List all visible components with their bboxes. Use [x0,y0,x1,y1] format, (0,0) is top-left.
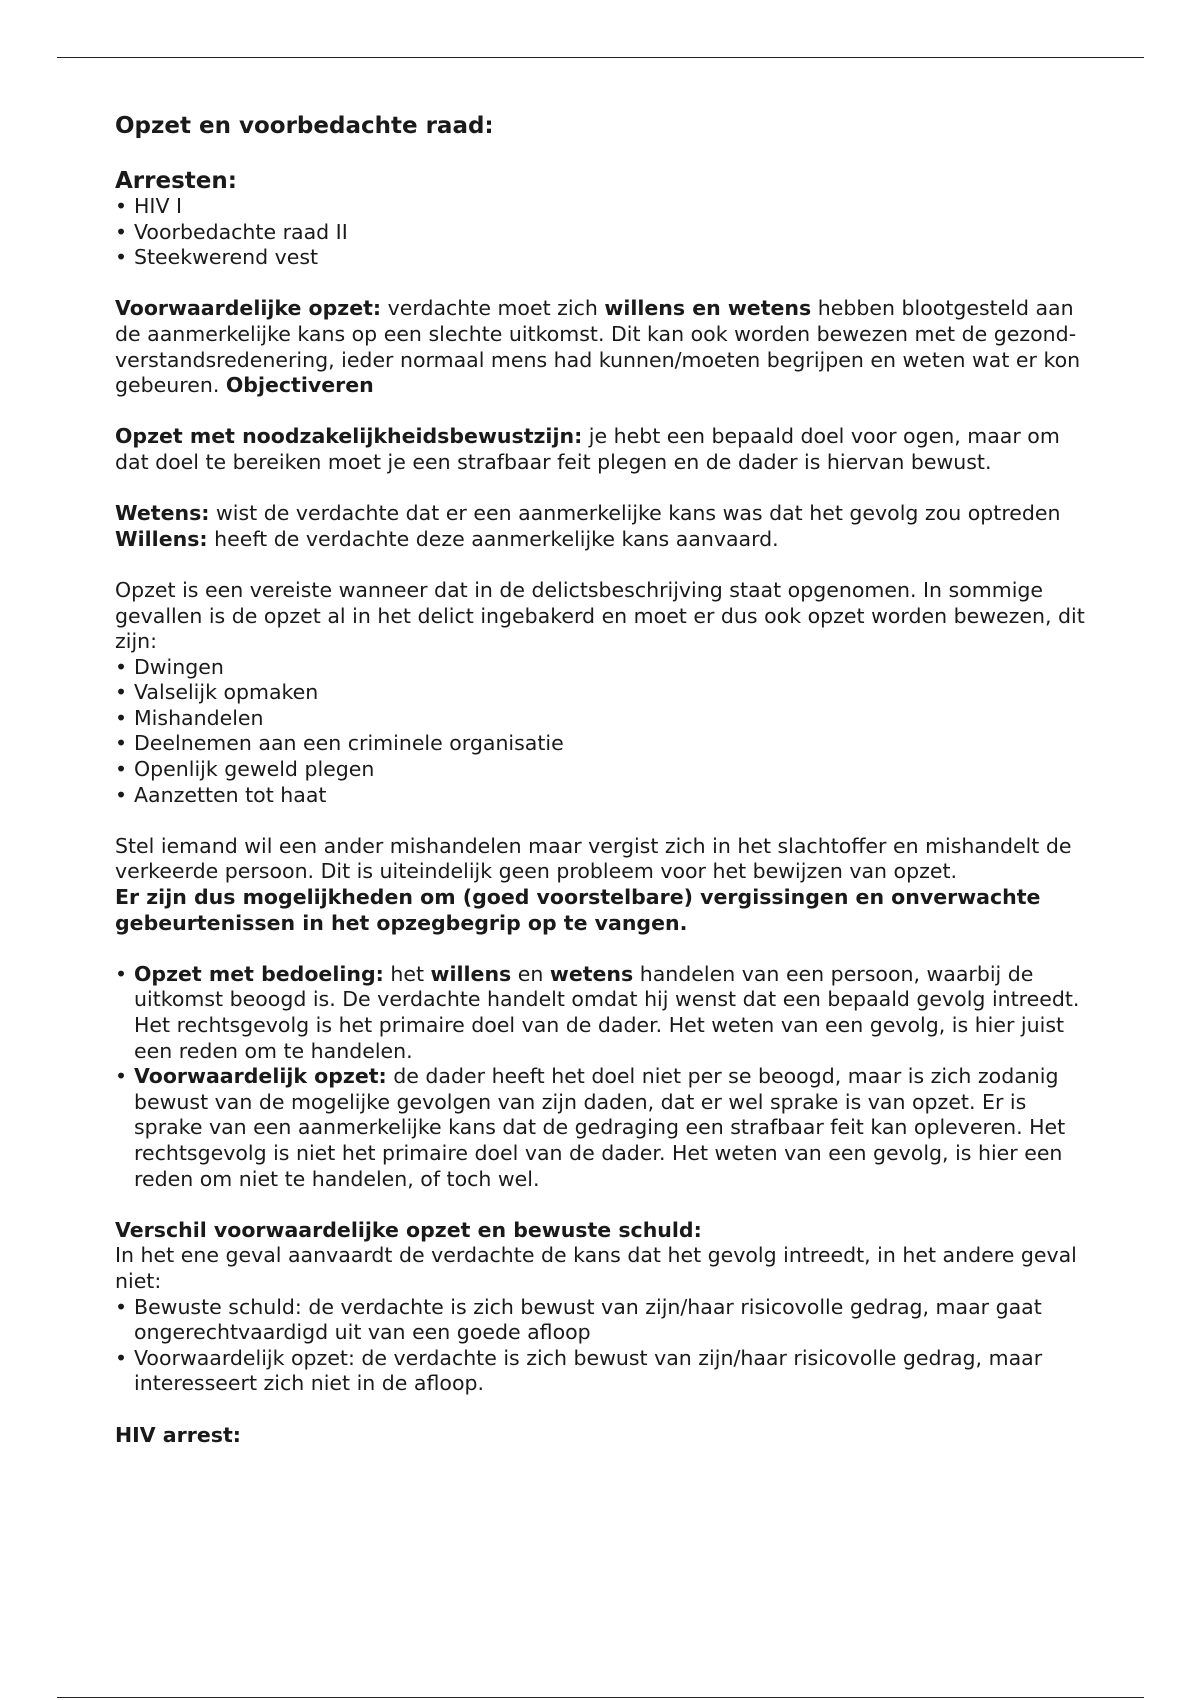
list-item: • Valselijk opmaken [115,680,1085,706]
verschil-paragraph: In het ene geval aanvaardt de verdachte de kans dat het gevolg intreedt, in het andere geval niet: [115,1243,1077,1293]
wetens-label: Wetens: [115,501,210,526]
arresten-heading: Arresten: [115,168,237,194]
top-rule [57,57,1144,58]
list-item: • Opzet met bedoeling: het willens en wetens handelen van een persoon, waarbij de uitkomst beoogd is. De verdachte handelt omdat hij wenst dat een bepaald gevolg intreedt. Het rechtsgevolg is het primaire doel van de dader. Het weten van een gevolg, is hier juist een reden om te handelen. [115,962,1085,1064]
voorwaardelijke-opzet-paragraph: Voorwaardelijke opzet: verdachte moet zich willens en wetens hebben blootgesteld aan de aanmerkelijke kans op een slechte uitkomst. Dit kan ook worden bewezen met de gezond-verstandsredenering, ieder normaal mens had kunnen/moeten begrijpen en weten wat er kon gebeuren. Objectiveren [115,296,1081,398]
list-item: • HIV I [115,194,1085,220]
vergissing-conclusion: Er zijn dus mogelijkheden om (goed voorstelbare) vergissingen en onverwachte gebeurtenissen in het opzegbegrip op te vangen. [115,885,1041,935]
list-item: • Steekwerend vest [115,245,1085,271]
verschil-heading: Verschil voorwaardelijke opzet en bewuste schuld: [115,1217,702,1242]
list-item: • Mishandelen [115,706,1085,732]
willens-label: Willens: [115,526,208,551]
wetens-paragraph: Wetens: wist de verdachte dat er een aanmerkelijke kans was dat het gevolg zou optreden [115,501,1061,526]
voorwaardelijk-opzet-label: Voorwaardelijk opzet: [134,1064,387,1089]
list-item: • Dwingen [115,655,1085,681]
verschil-list [115,1295,1085,1397]
list-item: • Voorwaardelijk opzet: de dader heeft het doel niet per se beoogd, maar is zich zodanig bewust van de mogelijke gevolgen van zijn daden, dat er wel sprake is van opzet. Er is sprake van een aanmerkelijke kans dat de gedraging een strafbaar feit kan opleveren. Het rechtsgevolg is niet het primaire doel van de dader. Het weten van een gevolg, is hier een reden om niet te handelen, of toch wel. [115,1064,1085,1192]
opzet-vormen-list [115,962,1085,1192]
arresten-list [115,194,1085,271]
hiv-arrest-heading: HIV arrest: [115,1422,241,1447]
document-body [115,112,1085,1448]
page-title: Opzet en voorbedachte raad: [115,113,494,139]
list-item: • Voorbedachte raad II [115,220,1085,246]
vergissing-paragraph: Stel iemand wil een ander mishandelen maar vergist zich in het slachtoffer en mishandelt de verkeerde persoon. Dit is uiteindelijk geen probleem voor het bewijzen van opzet. [115,833,1072,884]
list-item: • Openlijk geweld plegen [115,757,1085,783]
list-item: • Voorwaardelijk opzet: de verdachte is zich bewust van zijn/haar risicovolle gedrag, maar interesseert zich niet in de afloop. [115,1346,1085,1397]
noodzakelijkheid-paragraph: Opzet met noodzakelijkheidsbewustzijn: je hebt een bepaald doel voor ogen, maar om dat doel te bereiken moet je een strafbaar feit plegen en de dader is hiervan bewust. [115,424,1060,474]
bottom-rule [57,1697,1144,1698]
opzet-bedoeling-label: Opzet met bedoeling: [134,961,384,986]
list-item: • Aanzetten tot haat [115,783,1085,809]
voorwaardelijke-opzet-label: Voorwaardelijke opzet: [115,296,382,321]
vereiste-paragraph: Opzet is een vereiste wanneer dat in de delictsbeschrijving staat opgenomen. In sommige gevallen is de opzet al in het delict ingebakerd en moet er dus ook opzet worden bewezen, dit zijn: [115,577,1085,654]
noodzakelijkheid-label: Opzet met noodzakelijkheidsbewustzijn: [115,424,583,449]
willens-paragraph: Willens: heeft de verdachte deze aanmerkelijke kans aanvaard. [115,526,779,551]
list-item: • Bewuste schuld: de verdachte is zich bewust van zijn/haar risicovolle gedrag, maar gaat ongerechtvaardigd uit van een goede afloop [115,1295,1085,1346]
delicten-list [115,655,1085,809]
list-item: • Deelnemen aan een criminele organisatie [115,731,1085,757]
